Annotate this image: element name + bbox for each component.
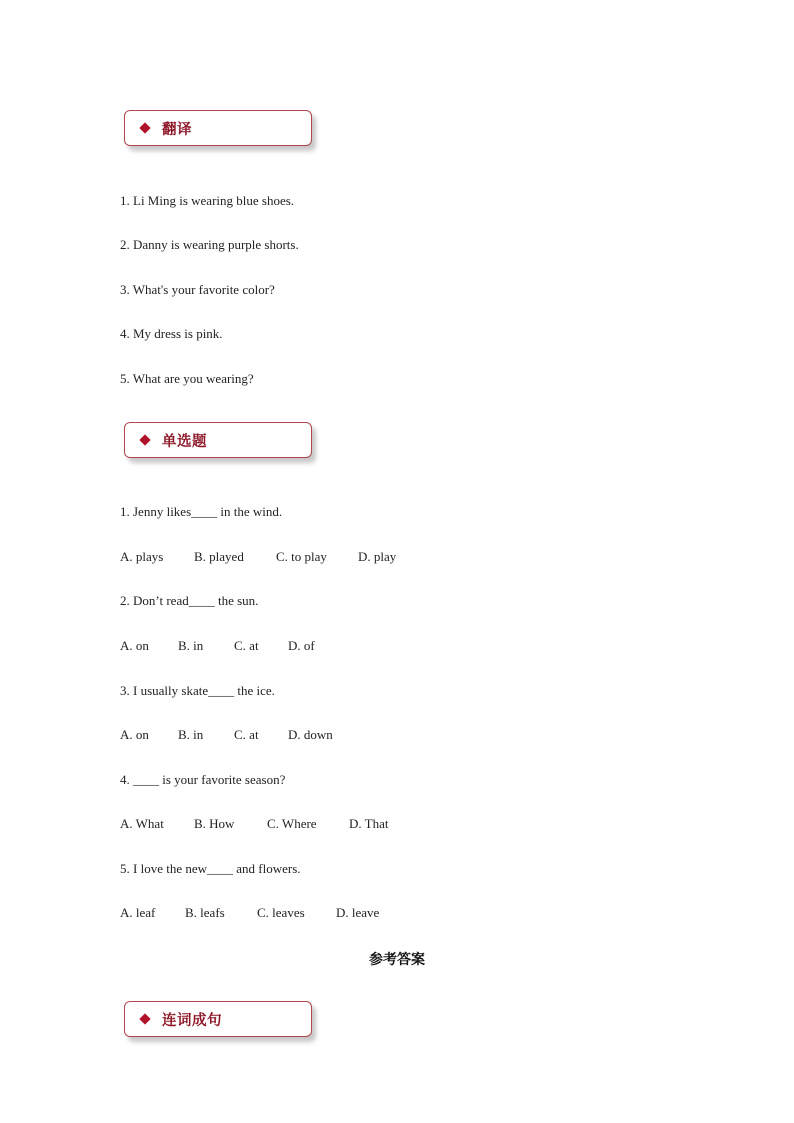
question-stem: 1. Jenny likes____ in the wind.: [120, 504, 283, 519]
option: D. play: [358, 549, 397, 564]
question-options: [120, 816, 388, 832]
diamond-bullet-icon: [139, 434, 150, 445]
question-options: [120, 905, 379, 921]
option: D. leave: [336, 905, 380, 920]
question-options: [120, 727, 333, 743]
option: A. on: [120, 638, 149, 653]
option: A. on: [120, 727, 149, 742]
option: C. at: [234, 638, 259, 653]
option: C. leaves: [257, 905, 305, 920]
section-title: 翻译: [162, 121, 192, 138]
section-title: 连词成句: [162, 1012, 222, 1029]
diamond-bullet-icon: [139, 1013, 150, 1024]
question-options: [120, 638, 315, 654]
option: D. down: [288, 727, 333, 742]
option: C. Where: [267, 816, 317, 831]
section-header-sentence: [124, 1001, 312, 1037]
option: D. That: [349, 816, 389, 831]
question-stem: 2. Don’t read____ the sun.: [120, 593, 259, 608]
option: B. leafs: [185, 905, 225, 920]
question-stem: 4. ____ is your favorite season?: [120, 772, 286, 787]
translate-item: 4. My dress is pink.: [120, 326, 223, 341]
option: A. plays: [120, 549, 164, 564]
option: B. in: [178, 727, 204, 742]
section-header-translate: [124, 110, 312, 146]
option: C. to play: [276, 549, 327, 564]
question-options: [120, 549, 396, 565]
option: B. How: [194, 816, 235, 831]
translate-item: 1. Li Ming is wearing blue shoes.: [120, 193, 295, 208]
option: D. of: [288, 638, 315, 653]
option: B. played: [194, 549, 244, 564]
section-header-single-choice: [124, 422, 312, 458]
question-stem: 3. I usually skate____ the ice.: [120, 683, 275, 698]
translate-item: 2. Danny is wearing purple shorts.: [120, 237, 299, 252]
diamond-bullet-icon: [139, 122, 150, 133]
option: A. What: [120, 816, 164, 831]
option: C. at: [234, 727, 259, 742]
translate-item: 5. What are you wearing?: [120, 371, 254, 386]
translate-item: 3. What's your favorite color?: [120, 282, 275, 297]
question-stem: 5. I love the new____ and flowers.: [120, 861, 301, 876]
option: B. in: [178, 638, 204, 653]
option: A. leaf: [120, 905, 156, 920]
section-title: 单选题: [162, 433, 207, 450]
answer-key-title: 参考答案: [369, 952, 425, 968]
